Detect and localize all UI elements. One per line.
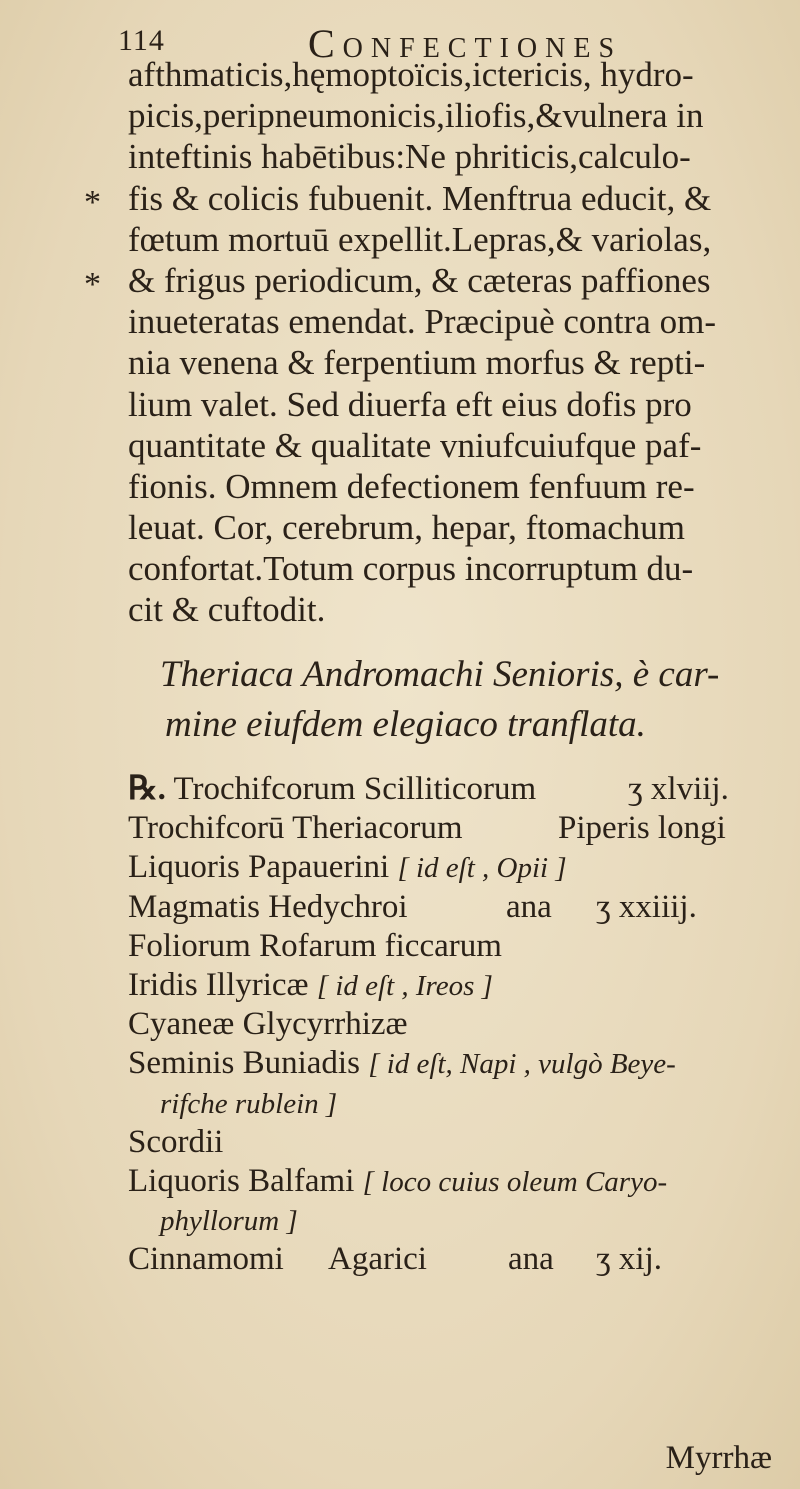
- recipe-list: [128, 770, 788, 1279]
- gloss: rifche rublein ]: [160, 1087, 338, 1120]
- ingredient: Magmatis Hedychroi: [128, 888, 408, 925]
- recipe-line: [128, 1123, 788, 1162]
- ingredient: Scordii: [128, 1123, 224, 1160]
- gloss: [ id eſt , Opii ]: [397, 852, 567, 885]
- quantity: ʒ xlviij.: [628, 771, 729, 807]
- text-line: fis & colicis fubuenit. Menftrua educit, &: [128, 178, 712, 218]
- ingredient: Iridis Illyricæ: [128, 966, 309, 1003]
- recipe-line: [128, 1044, 788, 1083]
- margin-asterisk: *: [84, 184, 101, 221]
- ingredient: Cinnamomi: [128, 1241, 284, 1278]
- recipe-line: [128, 966, 788, 1005]
- quantity: ʒ xij.: [596, 1241, 662, 1278]
- recipe-line: [128, 1084, 788, 1123]
- catchword: Myrrhæ: [665, 1440, 772, 1476]
- text-line: afthmaticis,hęmoptoïcis,ictericis, hydro-: [128, 55, 694, 94]
- recipe-line: [128, 927, 788, 966]
- ingredient: Trochifcorū Theriacorum: [128, 810, 463, 847]
- text-line: & frigus periodicum, & cæteras paffiones: [128, 260, 711, 300]
- recipe-line: [128, 1162, 788, 1201]
- gloss: [ loco cuius oleum Caryo-: [362, 1165, 668, 1198]
- ana-word: ana: [506, 888, 552, 925]
- recipe-line: [128, 1240, 788, 1279]
- text-line: lium valet. Sed diuerfa eft eius dofis pro: [128, 384, 692, 424]
- recipe-line: [128, 770, 788, 809]
- section-heading: [160, 650, 780, 750]
- recipe-symbol: ℞.: [128, 771, 166, 807]
- text-line: confortat.Totum corpus incorruptum du-: [128, 549, 694, 589]
- ingredient: Piperis longi: [558, 810, 726, 847]
- ingredient: Seminis Buniadis: [128, 1045, 360, 1082]
- running-title: Confectiones: [308, 21, 623, 66]
- text-line: fœtum mortuū expellit.Lepras,& variolas,: [128, 219, 712, 259]
- gloss: phyllorum ]: [160, 1205, 298, 1238]
- text-line: cit & cuftodit.: [128, 590, 326, 630]
- text-line: quantitate & qualitate vniufcuiufque paf-: [128, 425, 702, 465]
- gloss: [ id eſt, Napi , vulgò Beye-: [368, 1048, 676, 1081]
- text-line: nia venena & ferpentium morfus & repti-: [128, 343, 706, 383]
- ingredient: Trochifcorum Scilliticorum: [173, 771, 537, 807]
- text-line: leuat. Cor, cerebrum, hepar, ftomachum: [128, 508, 685, 548]
- recipe-line: [128, 1005, 788, 1044]
- text-line: inueteratas emendat. Præcipuè contra om-: [128, 302, 716, 342]
- ingredient: Cyaneæ Glycyrrhizæ: [128, 1006, 408, 1043]
- ingredient: Liquoris Papauerini: [128, 849, 390, 886]
- text-line: fionis. Omnem defectionem fenfuum re-: [128, 466, 695, 506]
- quantity: ʒ xxiiij.: [596, 888, 697, 925]
- heading-line: Theriaca Andromachi Senioris, è car-: [160, 654, 720, 695]
- ana-word: ana: [508, 1241, 554, 1278]
- ingredient: Liquoris Balfami: [128, 1162, 355, 1199]
- paragraph: [128, 54, 788, 631]
- margin-asterisk: *: [84, 266, 101, 303]
- page-number: 114: [118, 24, 165, 57]
- gloss: [ id eſt , Ireos ]: [316, 969, 493, 1002]
- heading-line: mine eiufdem elegiaco tranflata.: [165, 704, 646, 745]
- text-line: picis,peripneumonicis,iliofis,&vulnera in: [128, 96, 704, 136]
- ingredient: Agarici: [328, 1241, 427, 1278]
- recipe-line: [128, 809, 788, 848]
- text-line: inteftinis habētibus:Ne phriticis,calculo-: [128, 137, 691, 177]
- recipe-line: [128, 1201, 788, 1240]
- recipe-line: [128, 888, 788, 927]
- recipe-line: [128, 848, 788, 887]
- ingredient: Foliorum Rofarum ficcarum: [128, 927, 502, 964]
